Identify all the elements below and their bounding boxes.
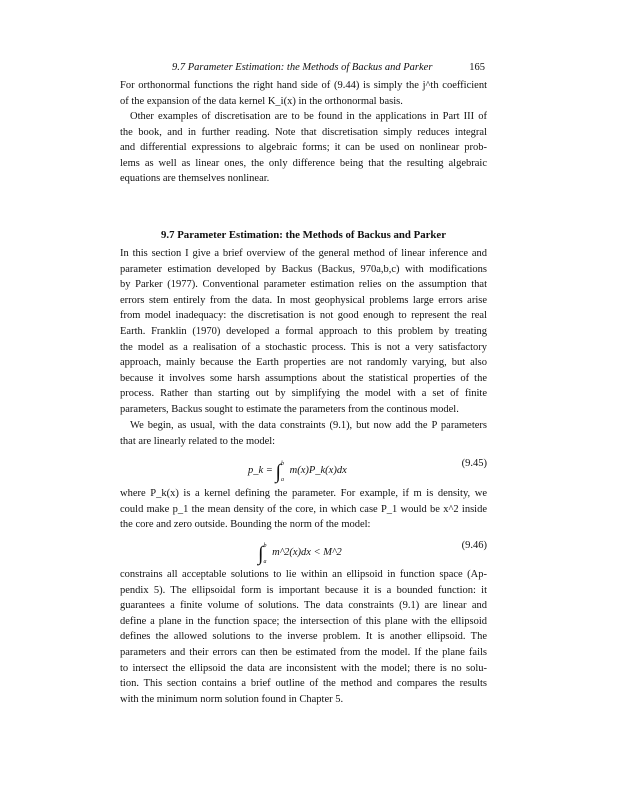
equation-integrand: m(x)P_k(x)dx xyxy=(289,465,347,476)
text-line: constrains all acceptable solutions to lie within an ellipsoid in function space (Ap- xyxy=(120,569,487,580)
text-line: by Parker (1977). Conventional parameter estimation relies on the assumption that xyxy=(120,279,487,291)
text-line: approach, mainly because the Earth properties are not randomly varying, but also xyxy=(120,357,487,369)
integral-limits xyxy=(263,538,269,570)
text-line: lems as well as linear ones, the only difference being that the resulting algebraic xyxy=(120,157,487,169)
paragraph-3 xyxy=(120,246,487,418)
running-head-title: 9.7 Parameter Estimation: the Methods of Backus and Parker xyxy=(172,62,433,73)
text-line: pendix 5). The ellipsoidal form is important because it is a bounded function: it xyxy=(120,584,487,596)
text-line: Other examples of discretisation are to be found in the applications in Part III of xyxy=(130,111,487,122)
text-line: We begin, as usual, with the data constraints (9.1), but now add the P parameters xyxy=(130,420,487,431)
equation-9-45 xyxy=(120,450,487,483)
lower-limit: a xyxy=(263,559,267,565)
text-line: and differential expressions to algebraic forms; it can be used on nonlinear prob- xyxy=(120,142,487,154)
equation-number: (9.45) xyxy=(461,458,487,469)
paragraph-2 xyxy=(120,109,487,187)
lower-limit: a xyxy=(280,477,284,483)
equation-integrand: m^2(x)dx < M^2 xyxy=(272,547,342,558)
upper-limit: b xyxy=(263,543,267,549)
text-line: to intersect the ellipsoid the data are inconsistent with the model; there is no solu- xyxy=(120,662,487,674)
text-line: parameter estimation developed by Backus (Backus, 970a,b,c) with modifications xyxy=(120,263,487,275)
text-line: because it involves some harsh assumptions about the statistical properties of the xyxy=(120,372,487,384)
text-line: define a plane in the function space; the intersection of this plane with the ellipsoid xyxy=(120,615,487,627)
text-line: from model inadequacy: the discretisation is not good enough to represent the real xyxy=(120,310,487,322)
paragraph-1 xyxy=(120,78,487,109)
text-line: the model as a realisation of a stochastic process. This is not a very satisfactory xyxy=(120,341,487,353)
equation-9-46 xyxy=(120,532,487,565)
text-line: tion. This section contains a brief outline of the method and compares the results xyxy=(120,678,487,690)
equation-number: (9.46) xyxy=(461,540,487,551)
text-line: process. Rather than starting out by simplifying the model with a set of finite xyxy=(120,388,487,400)
page-number: 165 xyxy=(469,62,485,73)
text-line: parameters and their errors can then be estimated from the model. If the plane fails xyxy=(120,646,487,658)
text-line: could make p_1 the mean density of the core, in which case P_1 would be x^2 inside xyxy=(120,503,487,515)
integral-limits xyxy=(281,456,287,488)
text-line: equations are themselves nonlinear. xyxy=(120,173,270,185)
text-line: parameters, Backus sought to estimate the parameters from the continous model. xyxy=(120,403,459,415)
equation-9-46-wrapper xyxy=(120,486,487,516)
text-line: defines the allowed solutions to the inverse problem. It is another ellipsoid. The xyxy=(120,631,487,643)
integral-sign: ∫ xyxy=(275,461,281,483)
text-line: of the expansion of the data kernel K_i(x) in the orthonormal basis. xyxy=(120,95,403,107)
text-line: with the minimum norm solution found in Chapter 5. xyxy=(120,693,344,705)
paragraph-4 xyxy=(120,418,487,449)
text-line: guarantees a finite volume of solutions. The data constraints (9.1) are linear and xyxy=(120,600,487,612)
text-line: that are linearly related to the model: xyxy=(120,435,276,447)
text-line: Earth. Franklin (1970) developed a formal approach to this problem by treating xyxy=(120,325,487,337)
equation-expression xyxy=(248,456,347,488)
equation-lhs: p_k = xyxy=(248,465,273,476)
text-line: the book, and in further reading. Note that discretisation simply reduces integral xyxy=(120,126,487,138)
upper-limit: b xyxy=(280,461,284,467)
equation-expression xyxy=(258,538,342,570)
section-heading: 9.7 Parameter Estimation: the Methods of Backus and Parker xyxy=(161,229,446,241)
text-line: In this section I give a brief overview of the general method of linear inference and xyxy=(120,248,487,259)
text-line: where P_k(x) is a kernel defining the parameter. For example, if m is density, we xyxy=(120,488,487,499)
text-line: errors stem entirely from the data. In most geophysical problems large errors arise xyxy=(120,294,487,306)
integral-sign: ∫ xyxy=(258,543,264,565)
text-line: For orthonormal functions the right hand side of (9.44) is simply the j^th coefficient xyxy=(120,80,487,91)
paragraph-6 xyxy=(120,567,487,707)
text-line: the core and zero outside. Bounding the norm of the model: xyxy=(120,519,371,531)
